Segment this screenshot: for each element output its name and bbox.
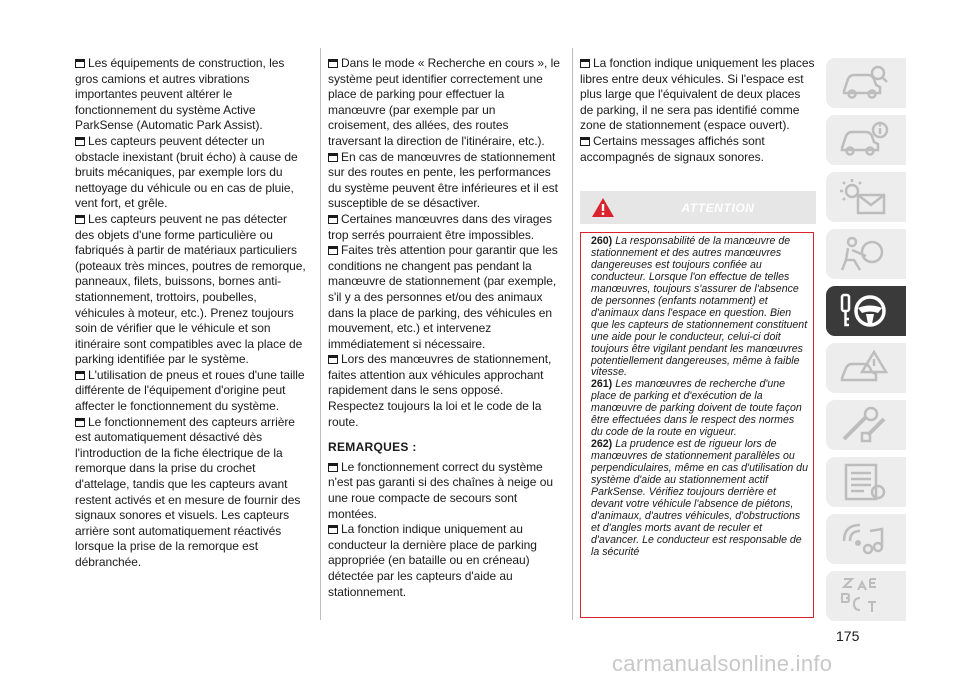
tab-warning-lights[interactable] bbox=[826, 172, 906, 222]
tab-maintenance[interactable] bbox=[826, 400, 906, 450]
bullet-paragraph: Le fonctionnement correct du système n'est pas garanti si des chaînes à neige ou une roue compacte de secours sont montées. bbox=[328, 459, 553, 521]
tab-car-info[interactable] bbox=[826, 115, 906, 165]
tab-specifications[interactable] bbox=[826, 457, 906, 507]
bullet-icon bbox=[75, 59, 85, 68]
bullet-paragraph: L'utilisation de pneus et roues d'une taille différente de l'équipement d'origine peut affecter le fonctionnement du système. bbox=[75, 367, 305, 414]
bullet-paragraph: Les équipements de construction, les gros camions et autres vibrations importantes peuvent altérer le fonctionnement du système Active ParkSense (Automatic Park Assist). bbox=[75, 56, 285, 133]
bullet-paragraph: Certaines manœuvres dans des virages trop serrés pourraient être impossibles. bbox=[328, 211, 552, 242]
text-column-1 bbox=[75, 56, 307, 571]
page-number: 175 bbox=[836, 628, 860, 644]
bullet-icon bbox=[580, 137, 590, 146]
bullet-paragraph: Lors des manœuvres de stationnement, faites attention aux véhicules approchant rapidement dans le sens opposé. Respectez toujours la loi et le code de la route. bbox=[328, 352, 552, 429]
bullet-paragraph: Le fonctionnement des capteurs arrière est automatiquement désactivé dès l'introduction de la fiche électrique de la remorque dans la prise du crochet d'attelage, tandis que les capteurs avant restent activés et en mesure de fournir des signaux sonores et visuels. Les capteurs arrière sont automatiquement réactivés lorsque la prise de la remorque est débranchée. bbox=[75, 414, 301, 569]
tab-driving[interactable] bbox=[826, 286, 906, 336]
alphabetical-index-icon bbox=[838, 576, 890, 616]
bullet-paragraph: En cas de manœuvres de stationnement sur des routes en pente, les performances du système peuvent être inférieures et il est susceptible de se désactiver. bbox=[328, 149, 558, 211]
warning-lights-icon bbox=[838, 177, 890, 217]
bullet-paragraph: Dans le mode « Recherche en cours », le système peut identifier correctement une place de parking pour effectuer la manœuvre (par exemple par un croisement, des allées, des routes traversant la direction de l'itinéraire, etc.). bbox=[328, 56, 560, 148]
wrench-icon bbox=[838, 405, 890, 445]
tab-index[interactable] bbox=[826, 571, 906, 621]
column-divider bbox=[320, 48, 321, 620]
bullet-icon bbox=[328, 355, 338, 364]
attention-body bbox=[580, 232, 814, 618]
attention-box bbox=[580, 191, 816, 619]
bullet-paragraph: Certains messages affichés sont accompagnés de signaux sonores. bbox=[580, 133, 765, 164]
car-search-icon bbox=[838, 63, 890, 103]
multimedia-icon bbox=[838, 519, 890, 559]
bullet-icon bbox=[75, 137, 85, 146]
bullet-paragraph: Les capteurs peuvent détecter un obstacle inexistant (bruit écho) à cause de bruits mécaniques, par exemple lors du nettoyage du véhicule ou en cas de pluie, vent fort, et grêle. bbox=[75, 133, 298, 211]
tab-multimedia[interactable] bbox=[826, 514, 906, 564]
bullet-icon bbox=[328, 525, 338, 534]
bullet-icon bbox=[328, 463, 338, 472]
warning-item: 260) La responsabilité de la manœuvre de stationnement et des autres manœuvres dangereuses est toujours confiée au conducteur. Lorsque l'on effectue de telles manœuvres, toujours s'assurer de l'absence de personnes (enfants notamment) et d'animaux dans l'espace en question. Bien que les capteurs de stationnement constituent une aide pour le conducteur, celui-ci doit toujours être vigilant pendant les manœuvres potentiellement dangereuses, même à faible vitesse. bbox=[591, 235, 808, 379]
column-divider bbox=[572, 48, 573, 620]
car-accident-icon bbox=[838, 348, 890, 388]
warning-item: 261) Les manœuvres de recherche d'une place de parking et d'exécution de la manœuvre de parking doivent de toute façon être effectuées dans le respect des normes du code de la route en vigueur. bbox=[591, 378, 802, 439]
bullet-icon bbox=[75, 418, 85, 427]
watermark: carmanualsonline.info bbox=[612, 651, 833, 676]
steering-wheel-key-icon bbox=[838, 291, 890, 331]
bullet-icon bbox=[328, 246, 338, 255]
bullet-paragraph: La fonction indique uniquement les places libres entre deux véhicules. Si l'espace est plus large que l'équivalent de deux places de parking, il ne sera pas identifié comme zone de stationnement (espace ouvert). bbox=[580, 56, 815, 133]
airbag-icon bbox=[838, 234, 890, 274]
tab-accident[interactable] bbox=[826, 343, 906, 393]
bullet-icon bbox=[328, 153, 338, 162]
attention-title: ATTENTION bbox=[681, 201, 755, 215]
bullet-paragraph: Faites très attention pour garantir que les conditions ne changent pas pendant la manœuvre de stationnement (par exemple, s'il y a des personnes et/ou des animaux dans la place de parking, des véhicules en mouvement, etc.) et intervenez immédiatement si nécessaire. bbox=[328, 243, 558, 351]
bullet-icon bbox=[328, 215, 338, 224]
text-column-2 bbox=[328, 56, 560, 600]
tab-car-search[interactable] bbox=[826, 58, 906, 108]
tab-airbag[interactable] bbox=[826, 229, 906, 279]
bullet-icon bbox=[580, 59, 590, 68]
car-info-icon bbox=[838, 120, 890, 160]
text-column-3 bbox=[580, 56, 816, 165]
warning-item: 262) La prudence est de rigueur lors de manœuvres de stationnement parallèles ou perpendiculaires, même en cas d'utilisation du système d'aide au stationnement actif ParkSense. Vérifiez toujours derrière et devant votre véhicule l'absence de piétons, d'animaux, d'autres véhicules, d'obstructions et d'angles morts avant de reculer et d'avancer. Le conducteur est responsable de la sécurité bbox=[591, 438, 808, 558]
bullet-paragraph: La fonction indique uniquement au conducteur la dernière place de parking appropriée (en bataille ou en créneau) détectée par les capteurs d'aide au stationnement. bbox=[328, 522, 537, 599]
attention-header bbox=[580, 191, 816, 224]
bullet-icon bbox=[328, 59, 338, 68]
remarques-heading: REMARQUES : bbox=[328, 440, 417, 455]
specifications-icon bbox=[838, 462, 890, 502]
bullet-paragraph: Les capteurs peuvent ne pas détecter des objets d'une forme particulière ou fabriqués à partir de matériaux particuliers (poteaux très minces, poutres de remorque, panneaux, filets, buissons, bornes anti-stationnement, trottoirs, poubelles, véhicules à moteur, etc.). Prenez toujours soin de vérifier que le véhicule et son itinéraire sont compatibles avec la place de parking identifiée par le système. bbox=[75, 211, 306, 367]
bullet-icon bbox=[75, 371, 85, 380]
bullet-icon bbox=[75, 215, 85, 224]
